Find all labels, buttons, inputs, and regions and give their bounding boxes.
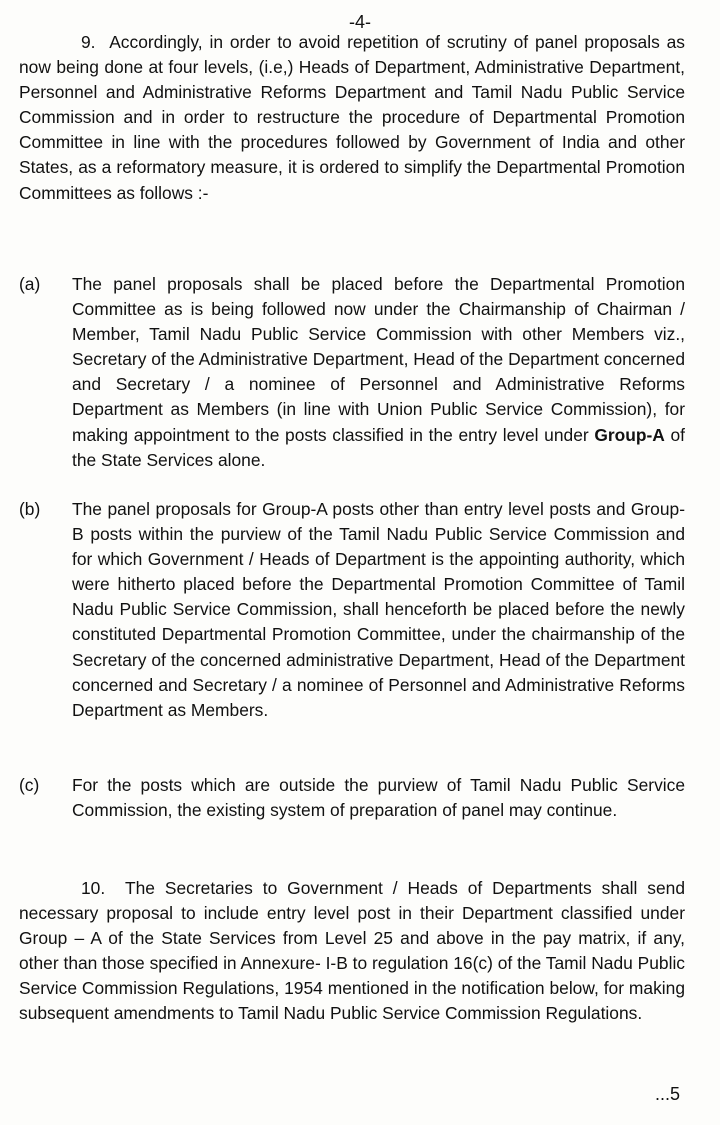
clause-a-text: [72, 272, 685, 473]
clause-a-bold-term: Group-A: [594, 424, 665, 445]
paragraph-10: 10. The Secretaries to Government / Heads of Departments shall send necessary proposal to include entry level post in their Department classified under Group – A of the State Services from Level 25 and above in the pay matrix, if any, other than those specified in Annexure- I-B to regulation 16(c) of the Tamil Nadu Public Service Commission Regulations, 1954 mentioned in the notification below, for making subsequent amendments to Tamil Nadu Public Service Commission Regulations.: [19, 878, 685, 1024]
clause-b-text: The panel proposals for Group-A posts other than entry level posts and Group-B posts within the purview of the Tamil Nadu Public Service Commission and for which Government / Heads of Department is the appointing authority, which were hitherto placed before the Departmental Promotion Committee of Tamil Nadu Public Service Commission, shall henceforth be placed before the newly constituted Departmental Promotion Committee, under the chairmanship of the Secretary of the concerned administrative Department, Head of the Department concerned and Secretary / a nominee of Personnel and Administrative Reforms Department as Members.: [72, 499, 685, 720]
clause-a-text-after: of the State Services alone.: [72, 424, 685, 470]
clause-a-text-before: The panel proposals shall be placed before the Departmental Promotion Committee as is being followed now under the Chairmanship of Chairman / Member, Tamil Nadu Public Service Commission with other Members viz., Secretary of the Administrative Department, Head of the Department concerned and Secretary / a nominee of Personnel and Administrative Reforms Department as Members (in line with Union Public Service Commission), for making appointment to the posts classified in the entry level under: [72, 274, 685, 445]
clause-a-label: (a): [19, 274, 41, 294]
clause-c-text: For the posts which are outside the purview of Tamil Nadu Public Service Commission, the existing system of preparation of panel may continue.: [72, 775, 685, 821]
clause-a: [19, 272, 685, 473]
paragraph-9: 9. Accordingly, in order to avoid repetition of scrutiny of panel proposals as now being done at four levels, (i.e,) Heads of Department, Administrative Department, Personnel and Administrative Reforms Department and Tamil Nadu Public Service Commission and in order to restructure the procedure of Departmental Promotion Committee in line with the procedures followed by Government of India and other States, as a reformatory measure, it is ordered to simplify the Departmental Promotion Committees as follows :-: [19, 32, 685, 203]
clause-c: [19, 773, 685, 823]
page-number: -4-: [349, 12, 371, 32]
clause-c-label: (c): [19, 775, 40, 795]
clause-b-label: (b): [19, 499, 41, 519]
continuation-marker: ...5: [654, 1084, 680, 1104]
clause-b: [19, 497, 685, 723]
